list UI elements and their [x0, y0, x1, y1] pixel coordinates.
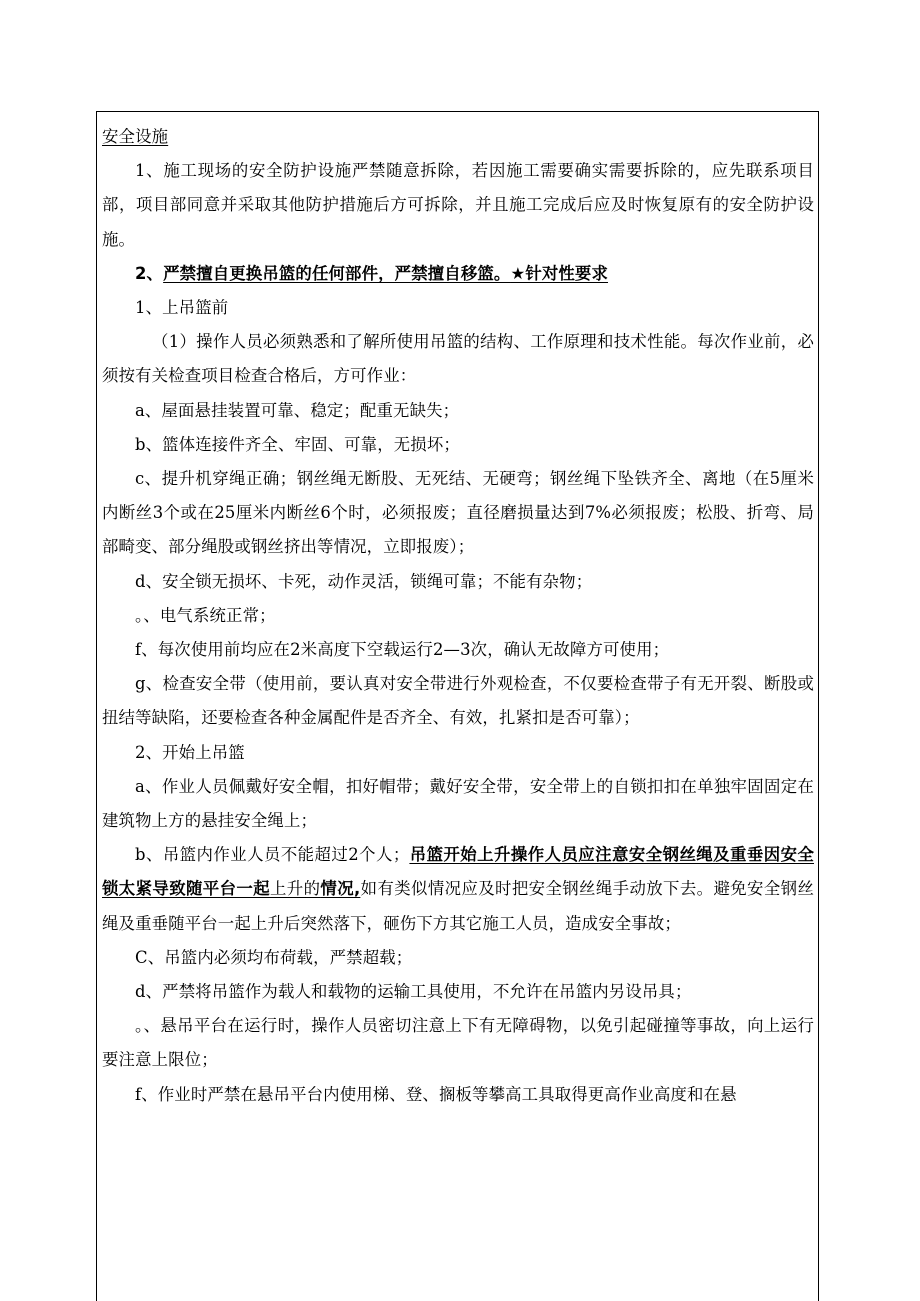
- item-2e: 。、悬吊平台在运行时，操作人员密切注意上下有无障碍物，以免引起碰撞等事故，向上运行要注意上限位；: [102, 1016, 814, 1070]
- item-b: b、篮体连接件齐全、牢固、可靠，无损坏；: [135, 434, 460, 454]
- item-d: d、安全锁无损坏、卡死，动作灵活，锁绳可靠；不能有杂物；: [135, 571, 593, 591]
- section-heading: 安全设施: [102, 127, 169, 146]
- item-2f: f、作业时严禁在悬吊平台内使用梯、登、搁板等攀高工具取得更高作业高度和在悬: [135, 1084, 737, 1104]
- item-2a: a、作业人员佩戴好安全帽，扣好帽带；戴好安全带，安全带上的自锁扣扣在单独牢固固定在建筑物上方的悬挂安全绳上；: [102, 776, 814, 831]
- item-c: c、提升机穿绳正确；钢丝绳无断股、无死结、无硬弯；钢丝绳下坠铁齐全、离地（在5厘米内断丝3个或在25厘米内断丝6个时，必须报废；直径磨损量达到7%必须报废；松股、折弯、局部畸变、部分绳股或钢丝挤出等情况，立即报废）；: [102, 469, 814, 557]
- section-2-title: 2、开始上吊篮: [135, 742, 245, 762]
- section-1-title: 1、上吊篮前: [135, 298, 229, 318]
- paragraph-1: 1、施工现场的安全防护设施严禁随意拆除，若因施工需要确实需要拆除的，应先联系项目部，项目部同意并采取其他防护措施后方可拆除，并且施工完成后应及时恢复原有的安全防护设施。: [102, 161, 814, 249]
- document-body: [97, 112, 818, 1112]
- document-table-cell: [96, 111, 819, 1301]
- item-a: a、屋面悬挂装置可靠、稳定；配重无缺失；: [135, 400, 460, 420]
- paragraph-2: 2、严禁擅自更换吊篮的任何部件，严禁擅自移篮。★针对性要求: [135, 263, 609, 283]
- item-2d: d、严禁将吊篮作为载人和载物的运输工具使用，不允许在吊篮内另设吊具；: [135, 982, 692, 1002]
- item-2c: C、吊篮内必须均布荷载，严禁超载；: [135, 947, 413, 967]
- item-f: f、每次使用前均应在2米高度下空载运行2—3次，确认无故障方可使用；: [135, 640, 670, 660]
- item-2b: b、吊篮内作业人员不能超过2个人；吊篮开始上升操作人员应注意安全钢丝绳及重垂因安全锁太紧导致随平台一起上升的情况,如有类似情况应及时把安全钢丝绳手动放下去。避免安全钢丝绳及重垂随平台一起上升后突然落下，砸伤下方其它施工人员，造成安全事故；: [102, 845, 814, 933]
- section-1-paragraph: （1）操作人员必须熟悉和了解所使用吊篮的结构、工作原理和技术性能。每次作业前，必须按有关检查项目检查合格后，方可作业：: [102, 332, 814, 386]
- item-g: g、检查安全带（使用前，要认真对安全带进行外观检查，不仅要检查带子有无开裂、断股或扭结等缺陷，还要检查各种金属配件是否齐全、有效，扎紧扣是否可靠）；: [102, 674, 814, 728]
- item-e: 。、电气系统正常；: [135, 605, 276, 625]
